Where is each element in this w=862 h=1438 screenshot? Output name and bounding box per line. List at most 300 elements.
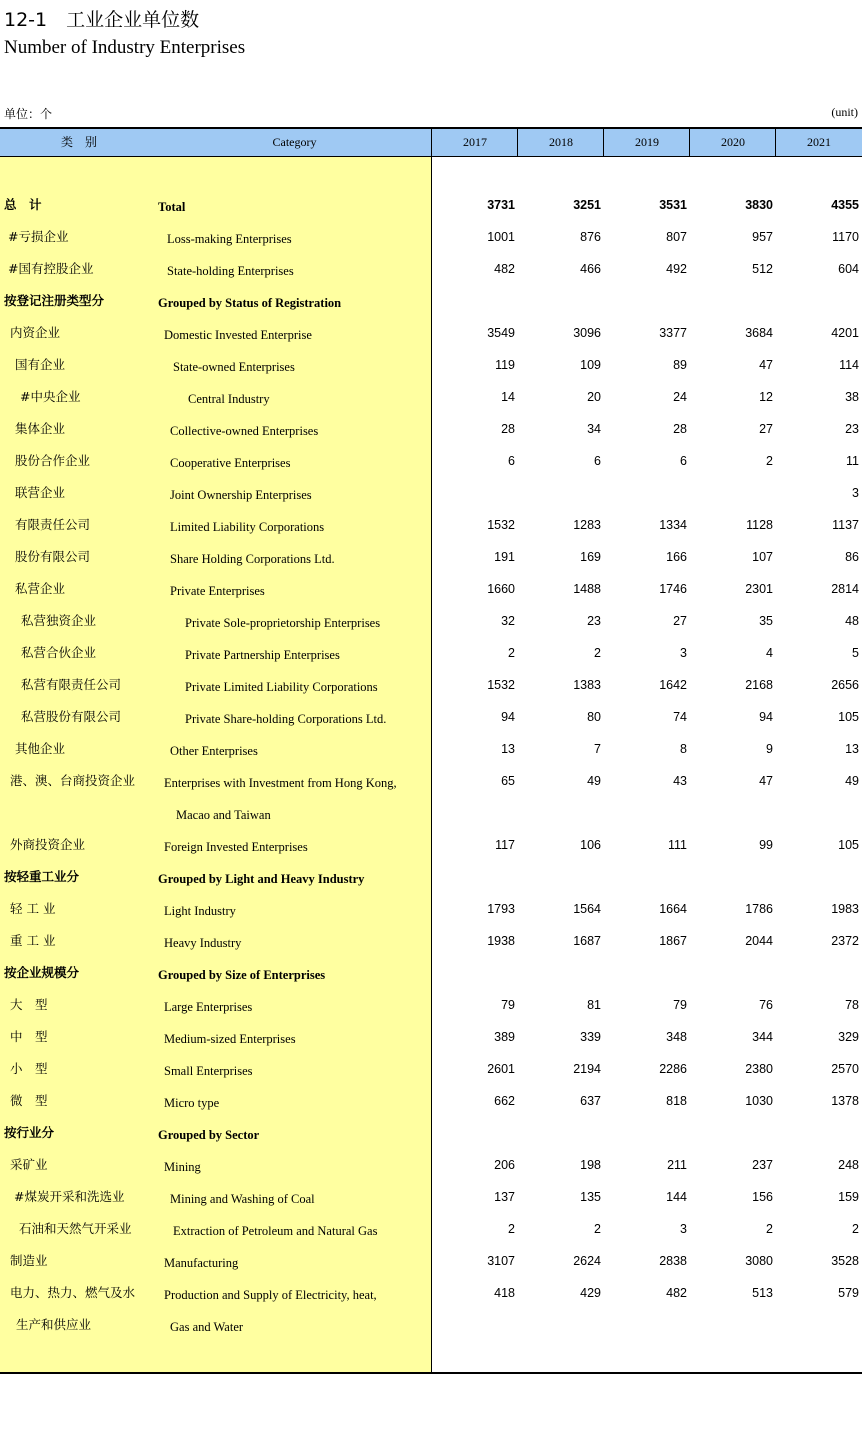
cell-value-2019 (607, 1309, 687, 1341)
cell-value-2019 (607, 477, 687, 509)
row-label-chinese: 重 工 业 (10, 933, 56, 948)
row-label-chinese: 总 计 (4, 197, 42, 212)
cell-value-2019: 3531 (659, 198, 687, 212)
cell-value-2020: 99 (759, 838, 773, 852)
cell-value-2021: 2656 (831, 678, 859, 692)
cell-value-2018: 637 (580, 1094, 601, 1108)
row-label-chinese: 有限责任公司 (15, 517, 91, 532)
cell-value-2019: 111 (667, 838, 687, 852)
cell-value-2020 (693, 1117, 773, 1149)
cell-value-2019: 492 (666, 262, 687, 276)
header-year-2020: 2020 (721, 135, 745, 149)
header-category-english: Category (272, 135, 317, 149)
row-label-chinese: #国有控股企业 (8, 261, 94, 276)
cell-value-2020: 107 (752, 550, 773, 564)
cell-value-2021: 11 (846, 454, 859, 468)
row-label-chinese: 生产和供应业 (16, 1317, 92, 1332)
cell-value-2019 (607, 957, 687, 989)
row-label-chinese: 国有企业 (15, 357, 66, 372)
cell-value-2021: 329 (838, 1030, 859, 1044)
row-label-chinese: 按登记注册类型分 (4, 293, 105, 308)
row-label-english: Manufacturing (164, 1256, 239, 1270)
row-label-chinese: #亏损企业 (8, 229, 69, 244)
cell-value-2021: 1137 (832, 518, 859, 532)
table-row (0, 541, 862, 573)
cell-value-2019: 818 (666, 1094, 687, 1108)
cell-value-2017: 1532 (487, 678, 515, 692)
cell-value-2017 (435, 797, 515, 829)
row-label-english: Grouped by Size of Enterprises (158, 968, 326, 982)
cell-value-2018: 1383 (573, 678, 601, 692)
table-row (0, 861, 862, 893)
cell-value-2021: 579 (838, 1286, 859, 1300)
cell-value-2021: 1983 (831, 902, 859, 916)
cell-value-2017: 482 (494, 262, 515, 276)
cell-value-2021 (779, 797, 859, 829)
cell-value-2021 (779, 1309, 859, 1341)
cell-value-2018 (521, 1117, 601, 1149)
row-label-chinese: 轻 工 业 (10, 901, 56, 916)
cell-value-2017: 3731 (487, 198, 515, 212)
cell-value-2021: 78 (845, 998, 859, 1012)
table-row (0, 1245, 862, 1277)
row-label-english: Limited Liability Corporations (170, 520, 325, 534)
cell-value-2020: 237 (752, 1158, 773, 1172)
cell-value-2017: 1938 (487, 934, 515, 948)
cell-value-2021: 49 (845, 774, 859, 788)
cell-value-2019 (607, 285, 687, 317)
cell-value-2021: 3528 (831, 1254, 859, 1268)
cell-value-2020 (693, 1309, 773, 1341)
row-label-chinese: 外商投资企业 (10, 837, 86, 852)
row-label-english: Large Enterprises (164, 1000, 253, 1014)
cell-value-2018: 23 (587, 614, 601, 628)
cell-value-2020: 76 (759, 998, 773, 1012)
row-label-english: Loss-making Enterprises (167, 232, 292, 246)
cell-value-2018 (521, 285, 601, 317)
cell-value-2021: 38 (845, 390, 859, 404)
row-label-chinese: 制造业 (10, 1253, 48, 1268)
table-row (0, 797, 862, 829)
row-label-chinese: #煤炭开采和洗选业 (14, 1189, 125, 1204)
cell-value-2017: 1660 (487, 582, 515, 596)
cell-value-2017: 14 (501, 390, 515, 404)
header-year-2017: 2017 (463, 135, 487, 149)
cell-value-2017: 389 (494, 1030, 515, 1044)
header-year-2019: 2019 (635, 135, 659, 149)
cell-value-2017: 206 (494, 1158, 515, 1172)
cell-value-2020: 3080 (745, 1254, 773, 1268)
row-label-chinese: 私营企业 (15, 581, 66, 596)
header-year-2018: 2018 (549, 135, 573, 149)
cell-value-2018: 2624 (573, 1254, 601, 1268)
row-label-english: Production and Supply of Electricity, heat, (164, 1288, 377, 1302)
row-label-english: Cooperative Enterprises (170, 456, 291, 470)
cell-value-2019: 24 (673, 390, 687, 404)
row-label-english: Medium-sized Enterprises (164, 1032, 296, 1046)
cell-value-2019: 166 (666, 550, 687, 564)
row-label-english: Extraction of Petroleum and Natural Gas (173, 1224, 378, 1238)
row-label-chinese: 微 型 (10, 1093, 48, 1108)
cell-value-2021: 48 (845, 614, 859, 628)
cell-value-2018: 466 (580, 262, 601, 276)
cell-value-2020: 2 (766, 454, 773, 468)
table-row (0, 413, 862, 445)
cell-value-2019: 1642 (659, 678, 687, 692)
cell-value-2021: 4355 (831, 198, 859, 212)
cell-value-2017: 28 (501, 422, 515, 436)
cell-value-2017: 94 (501, 710, 515, 724)
cell-value-2020: 1030 (745, 1094, 773, 1108)
cell-value-2018 (521, 477, 601, 509)
table-row (0, 381, 862, 413)
row-label-english: Mining (164, 1160, 201, 1174)
row-label-english: State-owned Enterprises (173, 360, 295, 374)
row-label-english: Other Enterprises (170, 744, 258, 758)
cell-value-2018: 80 (587, 710, 601, 724)
table-row (0, 349, 862, 381)
cell-value-2019: 89 (673, 358, 687, 372)
row-label-english: Share Holding Corporations Ltd. (170, 552, 335, 566)
table-row (0, 605, 862, 637)
cell-value-2017: 1793 (487, 902, 515, 916)
table-row (0, 701, 862, 733)
table-row (0, 477, 862, 509)
cell-value-2020 (693, 957, 773, 989)
cell-value-2018: 876 (580, 230, 601, 244)
cell-value-2019: 27 (673, 614, 687, 628)
cell-value-2017: 2 (508, 1222, 515, 1236)
table-row (0, 509, 862, 541)
cell-value-2019: 3 (680, 1222, 687, 1236)
cell-value-2018: 1488 (573, 582, 601, 596)
cell-value-2021: 2814 (831, 582, 859, 596)
cell-value-2020: 1786 (745, 902, 773, 916)
row-label-chinese: 按企业规模分 (4, 965, 80, 980)
cell-value-2020: 2301 (745, 582, 773, 596)
cell-value-2018: 1687 (573, 934, 601, 948)
cell-value-2021: 114 (839, 358, 859, 372)
table-row (0, 1053, 862, 1085)
row-label-english: Total (158, 200, 186, 214)
table-bottom-rule (0, 1372, 862, 1374)
cell-value-2018: 106 (580, 838, 601, 852)
cell-value-2019 (607, 861, 687, 893)
cell-value-2019: 1746 (659, 582, 687, 596)
cell-value-2019: 28 (673, 422, 687, 436)
cell-value-2019: 74 (673, 710, 687, 724)
row-label-chinese: 私营独资企业 (21, 613, 97, 628)
cell-value-2020: 1128 (746, 518, 773, 532)
cell-value-2020: 2168 (745, 678, 773, 692)
cell-value-2018: 429 (580, 1286, 601, 1300)
cell-value-2018: 169 (580, 550, 601, 564)
cell-value-2021: 105 (838, 710, 859, 724)
cell-value-2021: 248 (838, 1158, 859, 1172)
cell-value-2020: 94 (759, 710, 773, 724)
cell-value-2021: 2570 (831, 1062, 859, 1076)
cell-value-2017: 119 (495, 358, 515, 372)
cell-value-2019: 211 (667, 1158, 687, 1172)
cell-value-2019: 2838 (659, 1254, 687, 1268)
row-label-chinese: 私营股份有限公司 (21, 709, 122, 724)
cell-value-2019: 807 (666, 230, 687, 244)
cell-value-2021: 23 (845, 422, 859, 436)
cell-value-2020: 156 (752, 1190, 773, 1204)
cell-value-2019: 2286 (659, 1062, 687, 1076)
row-label-chinese: 按行业分 (4, 1125, 55, 1140)
row-label-english: Mining and Washing of Coal (170, 1192, 315, 1206)
cell-value-2017 (435, 1309, 515, 1341)
row-label-chinese: 联营企业 (15, 485, 66, 500)
row-label-english: Domestic Invested Enterprise (164, 328, 312, 342)
cell-value-2019: 348 (666, 1030, 687, 1044)
row-label-english: Micro type (164, 1096, 220, 1110)
row-label-chinese: 港、澳、台商投资企业 (10, 773, 136, 788)
table-row (0, 1213, 862, 1245)
cell-value-2020: 12 (759, 390, 773, 404)
header-category-chinese: 类 别 (60, 135, 97, 149)
cell-value-2020 (693, 797, 773, 829)
cell-value-2020: 957 (752, 230, 773, 244)
row-label-chinese: 内资企业 (10, 325, 61, 340)
cell-value-2021 (779, 957, 859, 989)
cell-value-2017: 79 (501, 998, 515, 1012)
unit-label-chinese: 单位：个 (4, 107, 53, 121)
cell-value-2019: 6 (680, 454, 687, 468)
cell-value-2017: 137 (494, 1190, 515, 1204)
cell-value-2018 (521, 861, 601, 893)
row-label-chinese: 按轻重工业分 (4, 869, 80, 884)
cell-value-2020: 47 (759, 774, 773, 788)
cell-value-2017 (435, 957, 515, 989)
row-label-chinese: 其他企业 (15, 741, 66, 756)
row-label-english: Heavy Industry (164, 936, 242, 950)
row-label-english: Small Enterprises (164, 1064, 253, 1078)
table-row (0, 829, 862, 861)
row-label-english: Private Enterprises (170, 584, 265, 598)
row-label-english: State-holding Enterprises (167, 264, 294, 278)
cell-value-2018: 20 (587, 390, 601, 404)
cell-value-2020: 4 (766, 646, 773, 660)
row-label-english: Grouped by Light and Heavy Industry (158, 872, 365, 886)
row-label-chinese: 小 型 (10, 1061, 48, 1076)
row-label-english: Macao and Taiwan (176, 808, 271, 822)
cell-value-2021: 2 (852, 1222, 859, 1236)
table-row (0, 669, 862, 701)
row-label-english: Enterprises with Investment from Hong Kong, (164, 776, 397, 790)
row-label-chinese: #中央企业 (20, 389, 81, 404)
cell-value-2020: 2 (766, 1222, 773, 1236)
table-row (0, 317, 862, 349)
cell-value-2017: 65 (501, 774, 515, 788)
cell-value-2017: 1001 (487, 230, 515, 244)
cell-value-2018: 1564 (573, 902, 601, 916)
cell-value-2018: 49 (587, 774, 601, 788)
row-label-chinese: 大 型 (10, 997, 48, 1012)
row-label-chinese: 中 型 (10, 1029, 48, 1044)
cell-value-2020 (693, 477, 773, 509)
cell-value-2018: 339 (580, 1030, 601, 1044)
cell-value-2017: 3549 (487, 326, 515, 340)
cell-value-2017: 418 (494, 1286, 515, 1300)
cell-value-2020: 3830 (745, 198, 773, 212)
row-label-english: Light Industry (164, 904, 236, 918)
cell-value-2017 (435, 861, 515, 893)
row-label-chinese: 股份有限公司 (15, 549, 91, 564)
table-row (0, 253, 862, 285)
cell-value-2020: 9 (766, 742, 773, 756)
cell-value-2020: 47 (759, 358, 773, 372)
row-label-english: Grouped by Sector (158, 1128, 260, 1142)
cell-value-2020 (693, 861, 773, 893)
row-label-chinese: 电力、热力、燃气及水 (10, 1285, 136, 1300)
cell-value-2019: 43 (673, 774, 687, 788)
cell-value-2019: 3 (680, 646, 687, 660)
cell-value-2017: 662 (494, 1094, 515, 1108)
table-header (0, 127, 862, 157)
cell-value-2018 (521, 1309, 601, 1341)
row-label-english: Grouped by Status of Registration (158, 296, 342, 310)
cell-value-2021: 604 (838, 262, 859, 276)
cell-value-2018: 2194 (573, 1062, 601, 1076)
table-row (0, 733, 862, 765)
cell-value-2018 (521, 797, 601, 829)
cell-value-2021 (779, 861, 859, 893)
table-row (0, 1181, 862, 1213)
cell-value-2018: 135 (580, 1190, 601, 1204)
table-title-chinese: 12-1 工业企业单位数 (4, 9, 200, 31)
row-label-english: Private Sole-proprietorship Enterprises (185, 616, 381, 630)
cell-value-2020: 27 (759, 422, 773, 436)
table-row (0, 765, 862, 797)
cell-value-2019: 8 (680, 742, 687, 756)
cell-value-2017: 6 (508, 454, 515, 468)
cell-value-2021: 105 (838, 838, 859, 852)
cell-value-2021: 1170 (832, 230, 859, 244)
table-row (0, 285, 862, 317)
table-row (0, 989, 862, 1021)
cell-value-2019: 1334 (659, 518, 687, 532)
cell-value-2018 (521, 957, 601, 989)
cell-value-2017: 32 (501, 614, 515, 628)
cell-value-2019: 482 (666, 1286, 687, 1300)
row-label-chinese: 集体企业 (15, 421, 66, 436)
row-label-english: Private Limited Liability Corporations (185, 680, 378, 694)
cell-value-2021: 5 (852, 646, 859, 660)
row-label-chinese: 采矿业 (10, 1157, 48, 1172)
row-label-chinese: 私营合伙企业 (21, 645, 97, 660)
cell-value-2018: 2 (594, 1222, 601, 1236)
table-row (0, 637, 862, 669)
row-label-english: Joint Ownership Enterprises (170, 488, 312, 502)
cell-value-2020: 513 (752, 1286, 773, 1300)
cell-value-2020 (693, 285, 773, 317)
cell-value-2019: 144 (666, 1190, 687, 1204)
cell-value-2019: 1867 (659, 934, 687, 948)
row-label-chinese: 石油和天然气开采业 (19, 1221, 132, 1236)
table-row (0, 445, 862, 477)
cell-value-2018: 6 (594, 454, 601, 468)
table-row (0, 1021, 862, 1053)
cell-value-2021: 1378 (831, 1094, 859, 1108)
cell-value-2020: 344 (752, 1030, 773, 1044)
cell-value-2019 (607, 1117, 687, 1149)
row-label-english: Gas and Water (170, 1320, 244, 1334)
unit-label-english: (unit) (831, 105, 858, 119)
cell-value-2017: 3107 (487, 1254, 515, 1268)
cell-value-2018: 81 (587, 998, 601, 1012)
cell-value-2019: 1664 (659, 902, 687, 916)
cell-value-2017: 1532 (487, 518, 515, 532)
cell-value-2018: 3096 (573, 326, 601, 340)
cell-value-2018: 2 (594, 646, 601, 660)
cell-value-2018: 34 (587, 422, 601, 436)
cell-value-2018: 7 (594, 742, 601, 756)
cell-value-2020: 2380 (745, 1062, 773, 1076)
table-row (0, 573, 862, 605)
cell-value-2018: 198 (580, 1158, 601, 1172)
cell-value-2017 (435, 285, 515, 317)
table-row (0, 957, 862, 989)
table-row (0, 1277, 862, 1309)
cell-value-2017 (435, 477, 515, 509)
cell-value-2017: 191 (494, 550, 515, 564)
table-row (0, 1085, 862, 1117)
cell-value-2021 (779, 1117, 859, 1149)
table-row (0, 1149, 862, 1181)
cell-value-2019 (607, 797, 687, 829)
cell-value-2017: 117 (495, 838, 515, 852)
cell-value-2018: 3251 (573, 198, 601, 212)
cell-value-2021: 2372 (831, 934, 859, 948)
cell-value-2021 (779, 285, 859, 317)
cell-value-2020: 3684 (745, 326, 773, 340)
table-row (0, 925, 862, 957)
cell-value-2019: 3377 (659, 326, 687, 340)
cell-value-2017 (435, 1117, 515, 1149)
cell-value-2019: 79 (673, 998, 687, 1012)
cell-value-2021: 86 (845, 550, 859, 564)
table-row (0, 1117, 862, 1149)
row-label-english: Collective-owned Enterprises (170, 424, 319, 438)
row-label-english: Private Partnership Enterprises (185, 648, 340, 662)
table-title-english: Number of Industry Enterprises (4, 37, 246, 58)
cell-value-2020: 35 (759, 614, 773, 628)
cell-value-2021: 3 (852, 486, 859, 500)
table-row (0, 221, 862, 253)
row-label-chinese: 私营有限责任公司 (21, 677, 122, 692)
row-label-chinese: 股份合作企业 (15, 453, 91, 468)
cell-value-2021: 4201 (831, 326, 859, 340)
row-label-english: Private Share-holding Corporations Ltd. (185, 712, 387, 726)
cell-value-2021: 159 (838, 1190, 859, 1204)
cell-value-2020: 512 (752, 262, 773, 276)
cell-value-2018: 1283 (573, 518, 601, 532)
header-year-2021: 2021 (807, 135, 831, 149)
cell-value-2020: 2044 (745, 934, 773, 948)
cell-value-2018: 109 (580, 358, 601, 372)
cell-value-2017: 13 (501, 742, 515, 756)
table-row (0, 1309, 862, 1341)
cell-value-2017: 2 (508, 646, 515, 660)
table-row (0, 893, 862, 925)
row-label-english: Foreign Invested Enterprises (164, 840, 308, 854)
row-label-english: Central Industry (188, 392, 270, 406)
table-row (0, 189, 862, 221)
cell-value-2021: 13 (845, 742, 859, 756)
cell-value-2017: 2601 (487, 1062, 515, 1076)
